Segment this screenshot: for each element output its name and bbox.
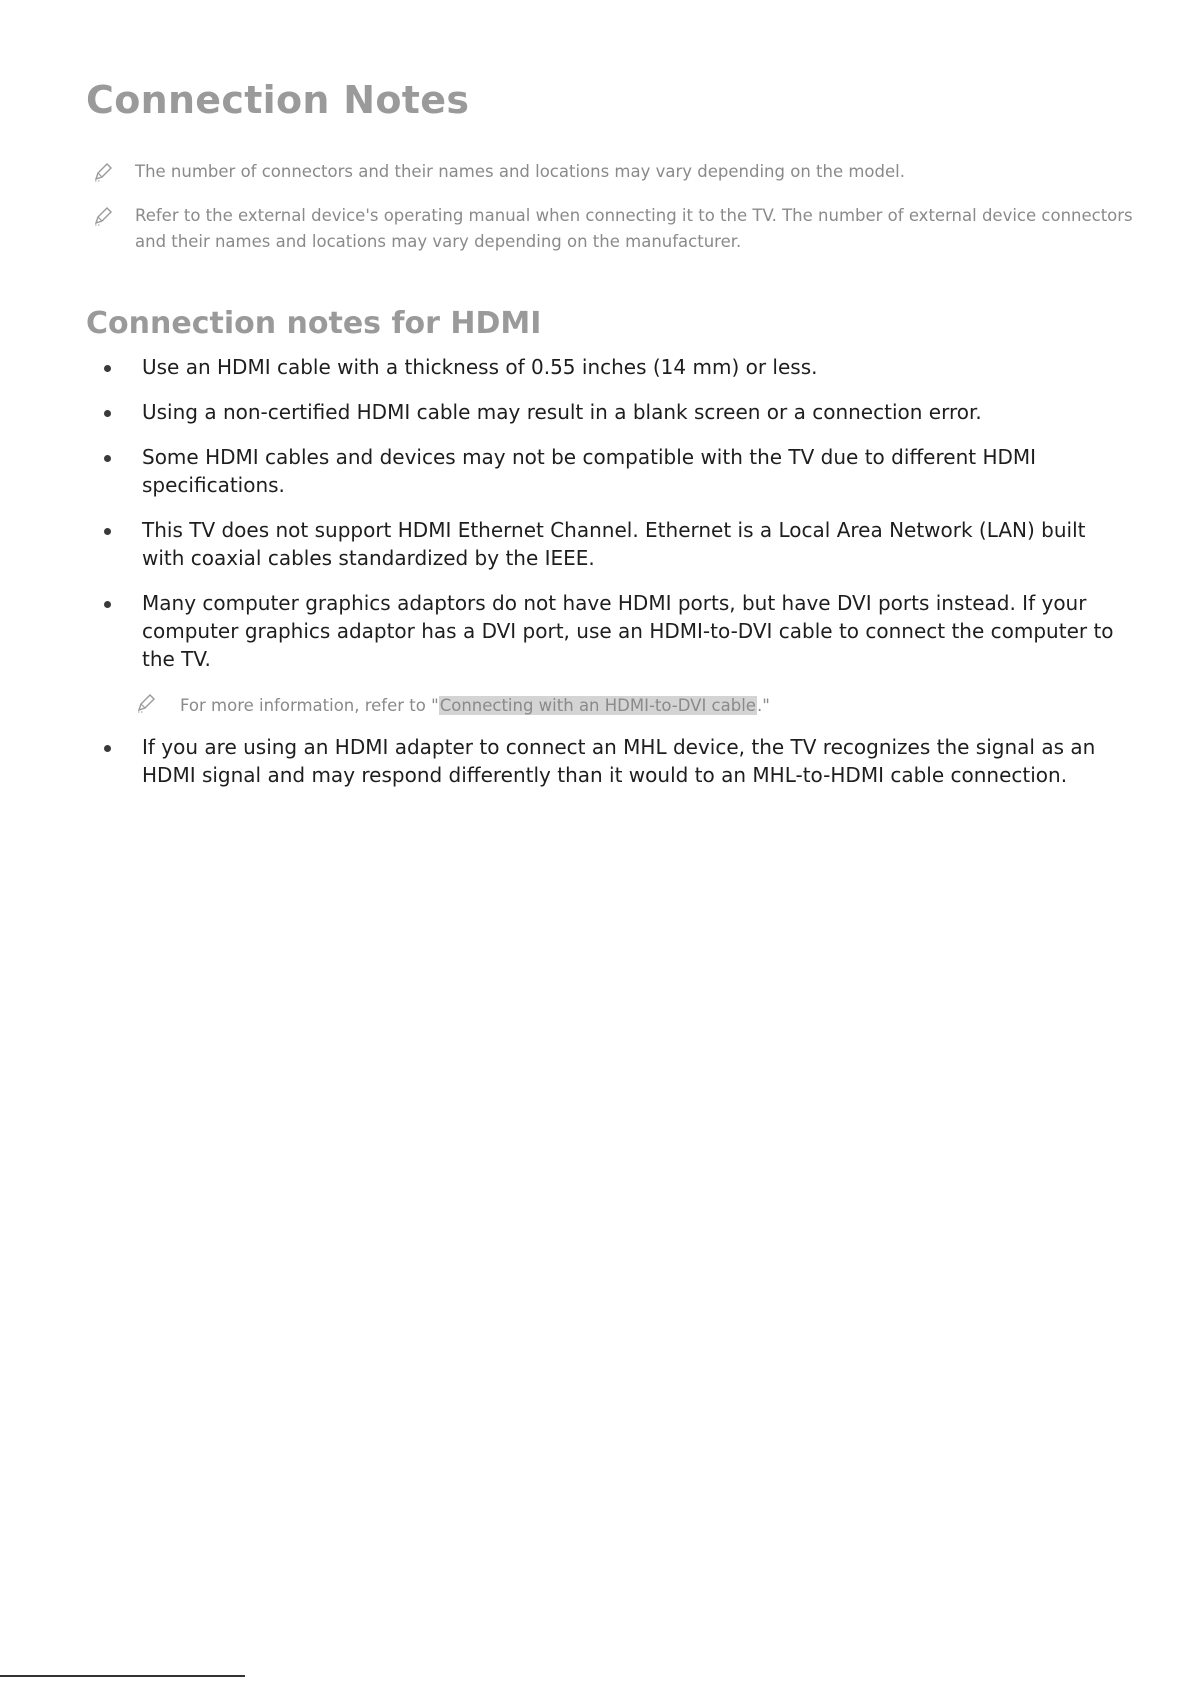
sub-note-suffix: ."	[756, 696, 770, 715]
pencil-note-icon	[135, 692, 157, 714]
bullet-dot	[104, 601, 111, 608]
list-item-text: Many computer graphics adaptors do not have HDMI ports, but have DVI ports instead. If your computer graphics adaptor has a DVI port, use an HDMI-to-DVI cable to connect the computer to the TV.	[142, 591, 1114, 671]
list-item-text: Some HDMI cables and devices may not be compatible with the TV due to different HDMI specifications.	[142, 445, 1037, 497]
list-item-text: If you are using an HDMI adapter to connect an MHL device, the TV recognizes the signal as an HDMI signal and may respond differently than it would to an MHL-to-HDMI cable connection.	[142, 735, 1096, 787]
bullet-dot	[104, 745, 111, 752]
bullet-dot	[104, 528, 111, 535]
page-title: Connection Notes	[86, 78, 470, 122]
sub-note-text	[180, 693, 770, 719]
hdmi-to-dvi-link[interactable]: Connecting with an HDMI-to-DVI cable	[439, 696, 756, 715]
list-item-text: This TV does not support HDMI Ethernet Channel. Ethernet is a Local Area Network (LAN) built with coaxial cables standardized by the IEEE.	[142, 518, 1086, 570]
sub-note-prefix: For more information, refer to "	[180, 696, 439, 715]
note-text: Refer to the external device's operating manual when connecting it to the TV. The number of external device connectors and their names and locations may vary depending on the manufacturer.	[135, 206, 1133, 251]
bullet-dot	[104, 365, 111, 372]
list-item-text: Using a non-certified HDMI cable may result in a blank screen or a connection error.	[142, 400, 982, 424]
pencil-note-icon	[92, 205, 114, 227]
note-text: The number of connectors and their names and locations may vary depending on the model.	[135, 162, 905, 181]
list-item-text: Use an HDMI cable with a thickness of 0.55 inches (14 mm) or less.	[142, 355, 818, 379]
footer-rule	[0, 1675, 245, 1677]
pencil-note-icon	[92, 161, 114, 183]
bullet-dot	[104, 410, 111, 417]
section-title: Connection notes for HDMI	[86, 306, 542, 341]
bullet-dot	[104, 455, 111, 462]
